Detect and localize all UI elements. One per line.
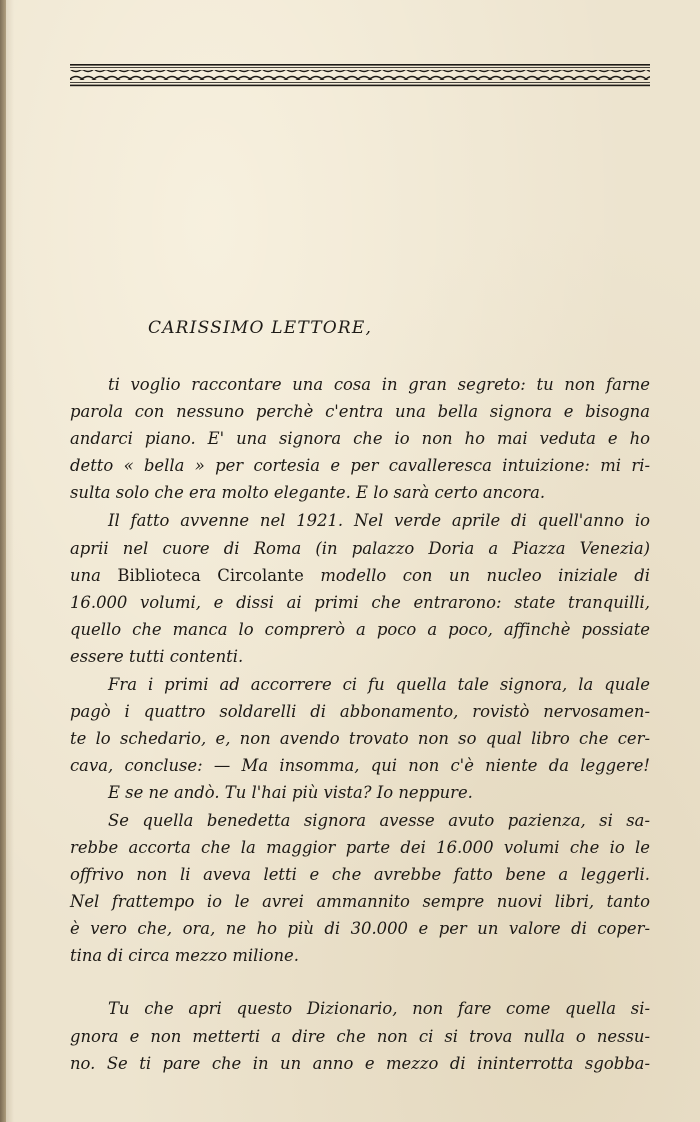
text-line: è vero che, ora, ne ho più di 30.000 e per un valore di coper- (70, 919, 650, 938)
text-line: parola con nessuno perchè c'entra una bella signora e bisogna (70, 402, 650, 421)
text-line: rebbe accorta che la maggior parte dei 16.000 volumi che io le (70, 838, 650, 857)
text-line: ti voglio raccontare una cosa in gran segreto: tu non farne (108, 375, 650, 394)
text-line: offrivo non li aveva letti e che avrebbe fatto bene a leggerli. (70, 865, 650, 884)
library-name: Biblioteca Circolante (117, 566, 304, 585)
text-line: E se ne andò. Tu l'hai più vista? Io neppure. (108, 783, 473, 802)
salutation-heading: CARISSIMO LETTORE, (148, 318, 373, 338)
text-line: Il fatto avvenne nel 1921. Nel verde aprile di quell'anno io (108, 511, 650, 530)
text-line: Fra i primi ad accorrere ci fu quella tale signora, la quale (108, 675, 650, 694)
text-line: detto « bella » per cortesia e per cavalleresca intuizione: mi ri- (70, 456, 650, 475)
page-body (70, 0, 650, 1122)
text-line: gnora e non metterti a dire che non ci si trova nulla o nessu- (70, 1027, 650, 1046)
book-spine-edge (0, 0, 6, 1122)
text-line: essere tutti contenti. (70, 647, 244, 666)
text-line: Se quella benedetta signora avesse avuto pazienza, si sa- (108, 811, 650, 830)
text-line: te lo schedario, e, non avendo trovato non so qual libro che cer- (70, 729, 650, 748)
text-line: aprii nel cuore di Roma (in palazzo Doria a Piazza Venezia) (70, 539, 650, 558)
text-line: 16.000 volumi, e dissi ai primi che entrarono: state tranquilli, (70, 593, 650, 612)
text-line: pagò i quattro soldarelli di abbonamento, rovistò nervosamen- (70, 702, 650, 721)
text-line: tina di circa mezzo milione. (70, 946, 299, 965)
text-line: no. Se ti pare che in un anno e mezzo di ininterrotta sgobba- (70, 1054, 650, 1073)
text-line: cava, concluse: — Ma insomma, qui non c'è niente da leggere! (70, 756, 650, 775)
text-line: andarci piano. E' una signora che io non ho mai veduta e ho (70, 429, 650, 448)
text-line (70, 563, 650, 589)
text-line: Nel frattempo io le avrei ammannito sempre nuovi libri, tanto (70, 892, 650, 911)
text-fragment: una (70, 566, 118, 585)
text-line: quello che manca lo comprerò a poco a poco, affinchè possiate (70, 620, 650, 639)
text-fragment: modello con un nucleo iniziale di (303, 566, 650, 585)
text-line: Tu che apri questo Dizionario, non fare come quella si- (108, 999, 650, 1018)
text-line: sulta solo che era molto elegante. E lo sarà certo ancora. (70, 483, 546, 502)
